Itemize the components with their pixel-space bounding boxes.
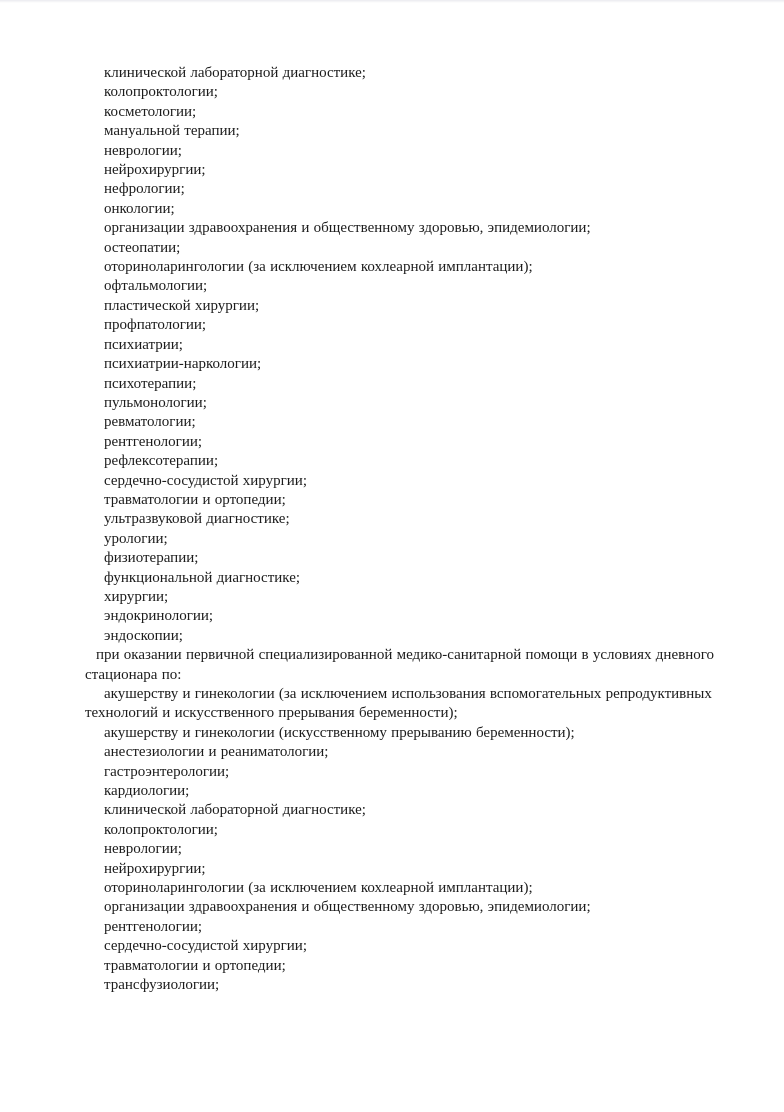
specialty-item: эндоскопии; [104,627,183,644]
specialty-item: сердечно-сосудистой хирургии; [104,938,307,955]
specialty-item: неврологии; [104,142,182,159]
specialty-item: анестезиологии и реаниматологии; [104,744,329,761]
specialty-item: организации здравоохранения и общественному здоровью, эпидемиологии; [104,899,591,916]
specialty-item: эндокринологии; [104,608,214,625]
specialty-item: сердечно-сосудистой хирургии; [104,472,307,489]
specialty-item: трансфузиологии; [104,977,220,994]
specialty-item: ревматологии; [104,414,196,431]
specialty-item: остеопатии; [104,239,181,256]
specialty-item: травматологии и ортопедии; [104,491,286,508]
specialty-item: оториноларингологии (за исключением кохлеарной имплантации); [104,880,533,897]
specialty-item: травматологии и ортопедии; [104,957,286,974]
specialty-item: физиотерапии; [104,550,199,567]
specialty-item: пульмонологии; [104,394,207,411]
page-top-edge [0,0,784,3]
specialty-item: онкологии; [104,200,175,217]
specialty-item: нефрологии; [104,181,185,198]
outpatient-specialty-list [85,64,771,646]
specialty-item: урологии; [104,530,168,547]
specialty-item: акушерству и гинекологии (за исключением использования вспомогательных репродуктивных технологий и искусственного прерывания беременности); [85,686,712,722]
specialty-item: нейрохирургии; [104,162,206,179]
specialty-item: хирургии; [104,588,169,605]
specialty-item: ультразвуковой диагностике; [104,511,290,528]
specialty-item: кардиологии; [104,783,190,800]
specialty-item: рентгенологии; [104,433,203,450]
specialty-item: колопроктологии; [104,84,218,101]
specialty-item: офтальмологии; [104,278,208,295]
specialty-item: мануальной терапии; [104,123,240,140]
specialty-item: функциональной диагностике; [104,569,301,586]
specialty-item: нейрохирургии; [104,860,206,877]
specialty-item: пластической хирургии; [104,297,260,314]
specialty-item: организации здравоохранения и общественному здоровью, эпидемиологии; [104,220,591,237]
day-hospital-specialty-list [85,685,771,996]
specialty-item: клинической лабораторной диагностике; [104,65,366,81]
specialty-item: рефлексотерапии; [104,453,219,470]
day-hospital-intro-paragraph: при оказании первичной специализированной медико-санитарной помощи в условиях дневного стационара по: [85,647,714,683]
specialty-item: рентгенологии; [104,918,203,935]
specialty-item: психотерапии; [104,375,197,392]
document-body [85,64,771,996]
specialty-item: клинической лабораторной диагностике; [104,802,366,819]
specialty-item: оториноларингологии (за исключением кохлеарной имплантации); [104,259,533,276]
specialty-item: акушерству и гинекологии (искусственному прерыванию беременности); [104,724,575,741]
specialty-item: психиатрии; [104,336,183,353]
specialty-item: колопроктологии; [104,821,218,838]
specialty-item: неврологии; [104,841,182,858]
specialty-item: косметологии; [104,103,197,120]
specialty-item: профпатологии; [104,317,207,334]
specialty-item: гастроэнтерологии; [104,763,230,780]
specialty-item: психиатрии-наркологии; [104,356,262,373]
